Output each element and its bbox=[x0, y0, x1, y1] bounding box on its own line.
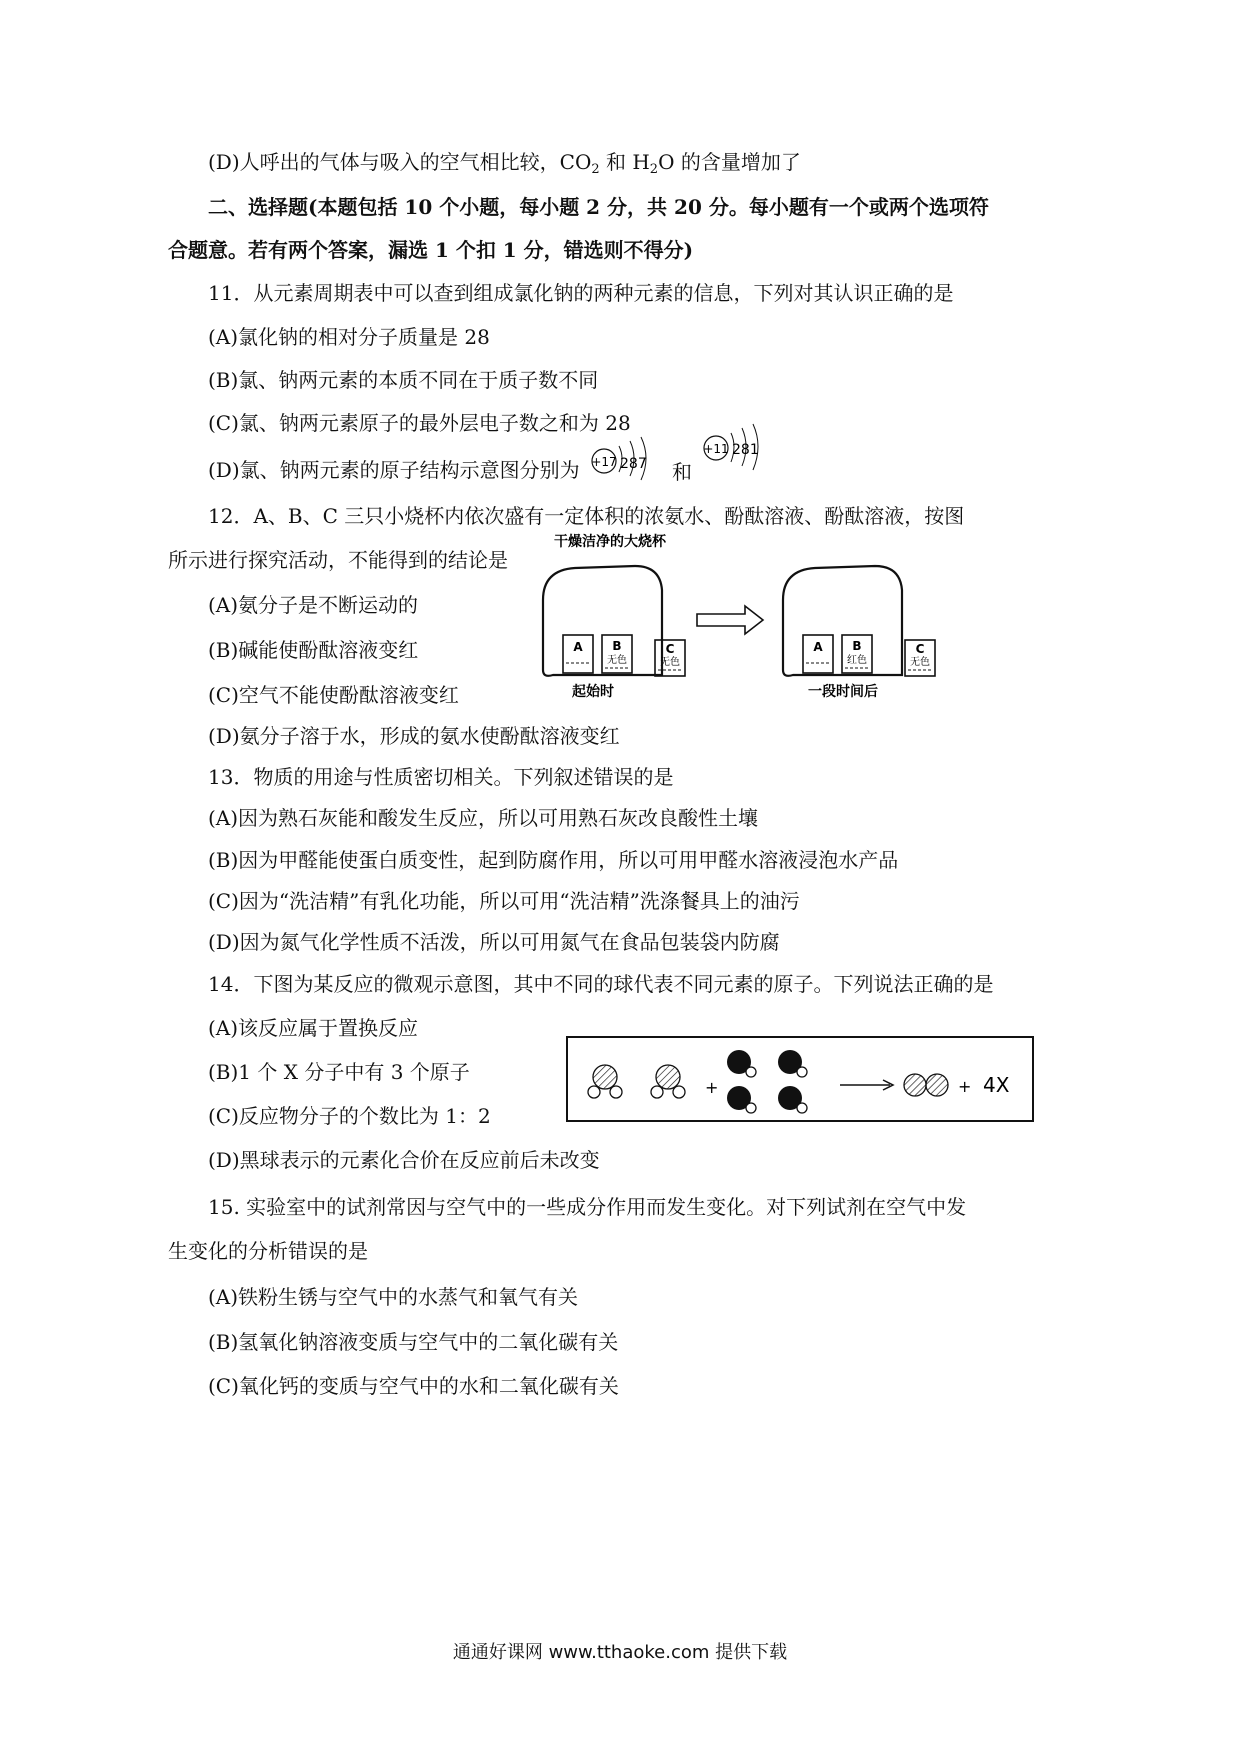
q13-option-a: (A)因为熟石灰能和酸发生反应，所以可用熟石灰改良酸性土壤 bbox=[208, 806, 759, 830]
big-beaker-label: 干燥洁净的大烧杯 bbox=[554, 534, 666, 550]
q10-option-d: (D)人呼出的气体与吸入的空气相比较，$CO_2$ 和 $H_2O$ 的含量增加了 bbox=[208, 150, 801, 177]
product-molecule bbox=[904, 1074, 948, 1096]
reaction-micro-diagram bbox=[565, 1035, 1035, 1125]
q11-option-c: (C)氯、钠两元素原子的最外层电子数之和为 28 bbox=[208, 411, 631, 435]
q15-stem-line2: 生变化的分析错误的是 bbox=[168, 1239, 368, 1263]
q11-option-d-and: 和 bbox=[672, 460, 692, 484]
q14-stem: 14．下图为某反应的微观示意图，其中不同的球代表不同元素的原子。下列说法正确的是 bbox=[208, 972, 994, 996]
svg-text:B: B bbox=[612, 639, 622, 653]
q12-option-b: (B)碱能使酚酞溶液变红 bbox=[208, 638, 419, 662]
q13-option-c: (C)因为“洗洁精”有乳化功能，所以可用“洗洁精”洗涤餐具上的油污 bbox=[208, 889, 800, 913]
reactant-molecule-2 bbox=[651, 1065, 685, 1098]
reactant-molecule-1 bbox=[588, 1065, 622, 1098]
q14-option-a: (A)该反应属于置换反应 bbox=[208, 1016, 419, 1040]
plus-sign-2: + bbox=[958, 1077, 972, 1096]
svg-text:无色: 无色 bbox=[660, 657, 680, 668]
q12-stem-line2: 所示进行探究活动，不能得到的结论是 bbox=[168, 548, 508, 572]
beaker-c-start bbox=[655, 640, 685, 676]
reactant-black-molecules bbox=[727, 1050, 807, 1113]
q13-option-b: (B)因为甲醛能使蛋白质变性，起到防腐作用，所以可用甲醛水溶液浸泡水产品 bbox=[208, 848, 899, 872]
q14-option-b: (B)1 个 X 分子中有 3 个原子 bbox=[208, 1060, 470, 1084]
beaker-b-start bbox=[602, 635, 632, 673]
chlorine-shell-electrons: 287 bbox=[620, 456, 647, 472]
process-arrow bbox=[697, 606, 763, 634]
q11-stem: 11．从元素周期表中可以查到组成氯化钠的两种元素的信息，下列对其认识正确的是 bbox=[208, 281, 954, 305]
q15-option-b: (B)氢氧化钠溶液变质与空气中的二氧化碳有关 bbox=[208, 1330, 619, 1354]
chlorine-nucleus-label: +17 bbox=[591, 455, 617, 469]
sodium-nucleus-label: +11 bbox=[703, 442, 729, 456]
chlorine-atom-diagram bbox=[586, 430, 661, 485]
section2-heading-line1: 二、选择题(本题包括 10 个小题，每小题 2 分，共 20 分。每小题有一个或两个选项符 bbox=[208, 195, 989, 219]
q15-stem-line1: 15. 实验室中的试剂常因与空气中的一些成分作用而发生变化。对下列试剂在空气中发 bbox=[208, 1195, 967, 1219]
q11-option-d: (D)氯、钠两元素的原子结构示意图分别为 bbox=[208, 458, 580, 482]
plus-sign-1: + bbox=[705, 1078, 719, 1097]
svg-text:A: A bbox=[573, 640, 583, 654]
svg-text:A: A bbox=[813, 640, 823, 654]
sodium-shell-electrons: 281 bbox=[732, 442, 759, 458]
beaker-a-start bbox=[563, 635, 593, 673]
ammonia-experiment-figure bbox=[535, 530, 955, 710]
sodium-atom-diagram bbox=[698, 418, 773, 478]
beaker-b-after bbox=[842, 635, 872, 673]
svg-text:无色: 无色 bbox=[910, 657, 930, 668]
q13-stem: 13．物质的用途与性质密切相关。下列叙述错误的是 bbox=[208, 765, 674, 789]
svg-text:C: C bbox=[665, 642, 675, 656]
q12-option-c: (C)空气不能使酚酞溶液变红 bbox=[208, 683, 459, 707]
q15-option-c: (C)氧化钙的变质与空气中的水和二氧化碳有关 bbox=[208, 1374, 619, 1398]
svg-text:无色: 无色 bbox=[607, 655, 627, 666]
product-4x: 4X bbox=[983, 1073, 1010, 1097]
svg-text:C: C bbox=[915, 642, 925, 656]
q12-option-d: (D)氨分子溶于水，形成的氨水使酚酞溶液变红 bbox=[208, 724, 620, 748]
q12-option-a: (A)氨分子是不断运动的 bbox=[208, 593, 419, 617]
q15-option-a: (A)铁粉生锈与空气中的水蒸气和氧气有关 bbox=[208, 1285, 579, 1309]
caption-start: 起始时 bbox=[572, 684, 614, 700]
svg-text:B: B bbox=[852, 639, 862, 653]
caption-after: 一段时间后 bbox=[808, 684, 878, 700]
section2-heading-line2: 合题意。若有两个答案，漏选 1 个扣 1 分，错选则不得分) bbox=[168, 238, 694, 262]
q14-option-d: (D)黑球表示的元素化合价在反应前后未改变 bbox=[208, 1148, 600, 1172]
page-footer: 通通好课网 www.tthaoke.com 提供下载 bbox=[452, 1642, 788, 1663]
q13-option-d: (D)因为氮气化学性质不活泼，所以可用氮气在食品包装袋内防腐 bbox=[208, 930, 780, 954]
q11-option-b: (B)氯、钠两元素的本质不同在于质子数不同 bbox=[208, 368, 599, 392]
q12-stem-line1: 12．A、B、C 三只小烧杯内依次盛有一定体积的浓氨水、酚酞溶液、酚酞溶液，按图 bbox=[208, 504, 965, 528]
q11-option-a: (A)氯化钠的相对分子质量是 28 bbox=[208, 325, 490, 349]
beaker-a-after bbox=[803, 635, 833, 673]
q14-option-c: (C)反应物分子的个数比为 1：2 bbox=[208, 1104, 491, 1128]
beaker-c-after bbox=[905, 640, 935, 676]
svg-text:红色: 红色 bbox=[847, 655, 867, 666]
